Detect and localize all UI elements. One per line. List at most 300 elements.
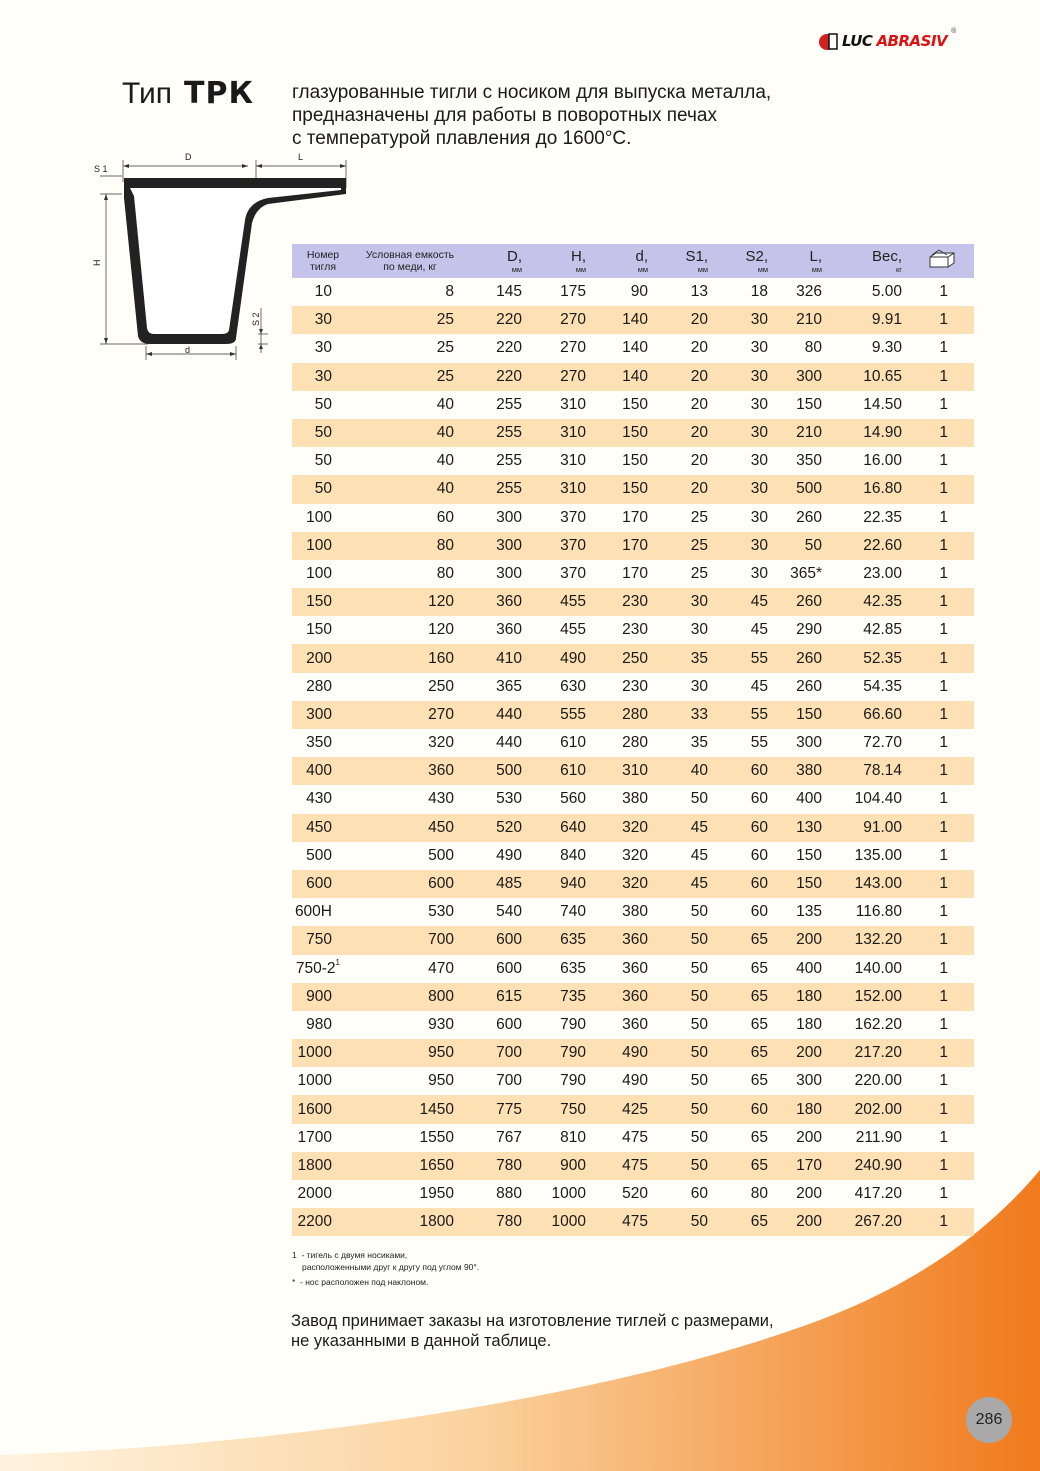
cell-number: 50: [292, 475, 354, 503]
cell-S2: 65: [750, 1072, 768, 1090]
cell-S2: 30: [718, 419, 776, 447]
diagram-label-d-bottom: d: [185, 345, 191, 355]
footnote-asterisk: * - нос расположен под наклоном.: [292, 1277, 429, 1287]
table-row: [292, 785, 974, 813]
cell-D: 440: [466, 701, 530, 729]
cell-H: 900: [530, 1152, 594, 1180]
cell-H: 1000: [530, 1208, 594, 1236]
cell-D: 360: [466, 588, 530, 616]
cell-number: 980: [306, 1015, 332, 1033]
cell-S2: 60: [750, 903, 768, 921]
table-row: [292, 1208, 974, 1236]
cell-D: 145: [496, 283, 522, 301]
cell-L: 260: [776, 588, 832, 616]
cell-S1: 35: [658, 644, 718, 672]
cell-D: 440: [496, 734, 522, 752]
cell-L: 290: [796, 621, 822, 639]
cell-L: 200: [796, 1185, 822, 1203]
cell-D: 365: [496, 677, 522, 695]
cell-D: 530: [496, 790, 522, 808]
cell-capacity: 160: [354, 644, 466, 672]
cell-weight: 162.20: [854, 1015, 902, 1033]
cell-L: 350: [796, 452, 822, 470]
cell-D: 615: [466, 983, 530, 1011]
cell-S1: 50: [690, 1128, 708, 1146]
cell-weight: 10.65: [832, 363, 910, 391]
cell-d: 475: [622, 1128, 648, 1146]
cell-package: 1: [939, 1015, 948, 1033]
cell-number: 2000: [297, 1185, 332, 1203]
cell-H: 310: [560, 452, 586, 470]
cell-weight: 132.20: [832, 926, 910, 954]
cell-S2: 65: [718, 983, 776, 1011]
cell-H: 370: [530, 532, 594, 560]
header-S1: S1, мм: [658, 244, 718, 278]
cell-D: 500: [466, 757, 530, 785]
cell-d: 140: [594, 306, 658, 334]
cell-package: 1: [939, 734, 948, 752]
cell-S2: 65: [718, 926, 776, 954]
cell-H: 630: [560, 677, 586, 695]
product-description: [292, 81, 852, 150]
table-row: [292, 475, 974, 503]
cell-number: 100: [306, 564, 332, 582]
cell-H: 455: [530, 588, 594, 616]
cell-D: 780: [466, 1208, 530, 1236]
cell-package: 1: [910, 475, 974, 503]
cell-weight: 91.00: [832, 814, 910, 842]
cell-S2: 45: [750, 677, 768, 695]
table-row: [292, 955, 974, 983]
cell-d: 170: [622, 564, 648, 582]
cell-S1: 50: [658, 983, 718, 1011]
cell-S1: 35: [690, 734, 708, 752]
cell-d: 150: [622, 395, 648, 413]
cell-S2: 65: [718, 1039, 776, 1067]
cell-H: 740: [560, 903, 586, 921]
diagram-label-s2: S 2: [251, 312, 261, 326]
cell-capacity: 60: [436, 508, 454, 526]
cell-H: 270: [560, 339, 586, 357]
cell-number: 150: [292, 588, 354, 616]
header-d: d, мм: [594, 244, 658, 278]
cell-weight: 135.00: [854, 846, 902, 864]
cell-weight: 42.85: [863, 621, 902, 639]
cell-S1: 50: [658, 1208, 718, 1236]
order-note: [291, 1311, 774, 1351]
cell-S1: 25: [658, 532, 718, 560]
cell-S1: 50: [690, 1015, 708, 1033]
logo-mark-icon: [818, 31, 838, 51]
cell-weight: 52.35: [832, 644, 910, 672]
cell-L: 300: [776, 363, 832, 391]
cell-D: 775: [466, 1095, 530, 1123]
cell-d: 140: [622, 339, 648, 357]
cell-D: 300: [496, 564, 522, 582]
cell-H: 610: [560, 734, 586, 752]
cell-L: 210: [776, 419, 832, 447]
cell-number: 1700: [297, 1128, 332, 1146]
cell-number: 900: [292, 983, 354, 1011]
cell-capacity: 950: [428, 1072, 454, 1090]
cell-H: 455: [560, 621, 586, 639]
table-row: [292, 504, 974, 532]
table-row: [292, 870, 974, 898]
page-number: 286: [966, 1397, 1012, 1443]
cell-d: 360: [594, 983, 658, 1011]
cell-H: 750: [530, 1095, 594, 1123]
cell-S2: 60: [718, 814, 776, 842]
cell-capacity: 25: [354, 306, 466, 334]
cell-L: 50: [776, 532, 832, 560]
header-weight: Вес, кг: [832, 244, 910, 278]
cell-D: 780: [466, 1152, 530, 1180]
cell-L: 210: [776, 306, 832, 334]
cell-capacity: 120: [354, 588, 466, 616]
cell-L: 260: [796, 508, 822, 526]
cell-D: 255: [496, 452, 522, 470]
cell-L: 150: [776, 701, 832, 729]
cell-S2: 65: [718, 1152, 776, 1180]
cell-capacity: 1800: [354, 1208, 466, 1236]
cell-capacity: 500: [428, 846, 454, 864]
cell-capacity: 1450: [354, 1095, 466, 1123]
cell-weight: 66.60: [832, 701, 910, 729]
cell-L: 300: [796, 1072, 822, 1090]
cell-D: 220: [496, 339, 522, 357]
cell-D: 767: [496, 1128, 522, 1146]
cell-L: 200: [796, 1128, 822, 1146]
cell-package: 1: [939, 903, 948, 921]
cell-weight: 72.70: [863, 734, 902, 752]
cell-package: 1: [910, 419, 974, 447]
diagram-label-s1: S 1: [94, 164, 108, 174]
cell-S1: 20: [690, 339, 708, 357]
cell-S1: 20: [690, 395, 708, 413]
header-H: H, мм: [530, 244, 594, 278]
cell-L: 80: [804, 339, 822, 357]
cell-L: 300: [796, 734, 822, 752]
cell-package: 1: [939, 1128, 948, 1146]
cell-number: 300: [292, 701, 354, 729]
cell-package: 1: [939, 959, 948, 977]
cell-capacity: 360: [354, 757, 466, 785]
cell-weight: 202.00: [832, 1095, 910, 1123]
cell-L: 400: [796, 790, 822, 808]
footnote-marker: 1: [335, 957, 340, 967]
cell-capacity: 1550: [419, 1128, 454, 1146]
cell-S1: 33: [658, 701, 718, 729]
cell-D: 360: [496, 621, 522, 639]
cell-package: 1: [910, 926, 974, 954]
cell-d: 230: [622, 677, 648, 695]
diagram-label-l: L: [298, 152, 304, 162]
cell-weight: 16.00: [863, 452, 902, 470]
cell-S1: 20: [690, 452, 708, 470]
cell-weight: 14.50: [863, 395, 902, 413]
cell-capacity: 40: [354, 419, 466, 447]
cell-D: 540: [496, 903, 522, 921]
table-row: [292, 729, 974, 757]
cell-S2: 65: [750, 959, 768, 977]
cell-weight: 42.35: [832, 588, 910, 616]
cell-capacity: 25: [354, 363, 466, 391]
cell-S2: 30: [718, 532, 776, 560]
cell-number: 1800: [292, 1152, 354, 1180]
cell-d: 170: [594, 532, 658, 560]
cell-S1: 50: [690, 903, 708, 921]
cell-weight: 9.91: [832, 306, 910, 334]
cell-weight: 23.00: [863, 564, 902, 582]
cell-capacity: 80: [436, 564, 454, 582]
cell-capacity: 8: [445, 283, 454, 301]
cell-d: 320: [622, 846, 648, 864]
cell-capacity: 450: [354, 814, 466, 842]
table-row: [292, 306, 974, 334]
table-row: [292, 419, 974, 447]
cell-package: 1: [939, 1072, 948, 1090]
table-header-row: [292, 244, 974, 278]
cell-H: 310: [530, 419, 594, 447]
cell-S1: 50: [658, 1095, 718, 1123]
cell-number: 500: [306, 846, 332, 864]
cell-L: 180: [796, 1015, 822, 1033]
cell-weight: 9.30: [871, 339, 902, 357]
cell-H: 310: [560, 395, 586, 413]
cell-S1: 45: [658, 814, 718, 842]
cell-S1: 30: [690, 677, 708, 695]
cell-number: 200: [292, 644, 354, 672]
table-row: [292, 673, 974, 701]
cell-S2: 60: [718, 870, 776, 898]
header-number: Номер тигля: [292, 244, 354, 278]
cell-weight: 220.00: [854, 1072, 902, 1090]
cell-package: 1: [939, 621, 948, 639]
cell-H: 810: [560, 1128, 586, 1146]
table-row: [292, 814, 974, 842]
cell-H: 940: [530, 870, 594, 898]
order-note-line: Завод принимает заказы на изготовление тиглей с размерами,: [291, 1312, 774, 1330]
cell-L: 200: [776, 926, 832, 954]
cell-H: 610: [530, 757, 594, 785]
cell-S2: 45: [750, 621, 768, 639]
cell-S2: 55: [750, 734, 768, 752]
cell-S1: 40: [658, 757, 718, 785]
cell-package: 1: [910, 814, 974, 842]
cell-package: 1: [939, 339, 948, 357]
cell-number: 100: [292, 532, 354, 560]
box-icon: [927, 249, 957, 269]
cell-d: 425: [594, 1095, 658, 1123]
cell-d: 230: [622, 621, 648, 639]
cell-package: 1: [910, 870, 974, 898]
description-line: предназначены для работы в поворотных печах: [292, 105, 717, 126]
cell-D: 700: [496, 1072, 522, 1090]
cell-H: 270: [530, 363, 594, 391]
cell-S2: 30: [718, 306, 776, 334]
cell-d: 490: [594, 1039, 658, 1067]
cell-S1: 13: [690, 283, 708, 301]
cell-S1: 30: [690, 621, 708, 639]
cell-capacity: 470: [428, 959, 454, 977]
cell-d: 150: [594, 475, 658, 503]
cell-L: 400: [796, 959, 822, 977]
cell-H: 735: [530, 983, 594, 1011]
cell-d: 320: [594, 814, 658, 842]
cell-S2: 30: [750, 395, 768, 413]
cell-weight: 143.00: [832, 870, 910, 898]
cell-number: 2200: [292, 1208, 354, 1236]
cell-number: 600: [292, 870, 354, 898]
cell-L: 180: [776, 1095, 832, 1123]
cell-H: 790: [530, 1039, 594, 1067]
cell-D: 255: [466, 475, 530, 503]
logo-text-abrasiv: ABRASIV: [876, 32, 948, 50]
cell-S1: 50: [658, 1039, 718, 1067]
cell-S2: 60: [718, 1095, 776, 1123]
cell-d: 150: [594, 419, 658, 447]
title-type-code: ТРК: [184, 76, 254, 111]
cell-weight: 240.90: [832, 1152, 910, 1180]
cell-D: 300: [496, 508, 522, 526]
cell-L: 365*: [790, 564, 822, 582]
cell-H: 635: [530, 926, 594, 954]
description-line: глазурованные тигли с носиком для выпуска металла,: [292, 82, 772, 103]
cell-package: 1: [939, 790, 948, 808]
cell-S1: 45: [658, 870, 718, 898]
cell-weight: 140.00: [854, 959, 902, 977]
table-row: [292, 334, 974, 362]
cell-weight: 22.35: [863, 508, 902, 526]
table-row: [292, 278, 974, 306]
cell-number: 50: [292, 419, 354, 447]
table-row: [292, 391, 974, 419]
cell-capacity: 250: [428, 677, 454, 695]
cell-d: 520: [622, 1185, 648, 1203]
cell-H: 370: [560, 564, 586, 582]
cell-d: 475: [594, 1208, 658, 1236]
title-type-word: Тип: [122, 77, 173, 110]
cell-capacity: 800: [354, 983, 466, 1011]
cell-S1: 20: [658, 475, 718, 503]
table-row: [292, 532, 974, 560]
description-line: с температурой плавления до 1600°С.: [292, 128, 632, 149]
cell-package: 1: [939, 452, 948, 470]
cell-number: 100: [306, 508, 332, 526]
cell-L: 260: [776, 644, 832, 672]
cell-S1: 50: [690, 1072, 708, 1090]
cell-S2: 65: [750, 1128, 768, 1146]
cell-weight: 54.35: [863, 677, 902, 695]
cell-H: 635: [560, 959, 586, 977]
cell-d: 280: [594, 701, 658, 729]
cell-D: 220: [466, 306, 530, 334]
table-row: [292, 757, 974, 785]
page-title: [122, 76, 254, 111]
header-S2: S2, мм: [718, 244, 776, 278]
footnotes: [292, 1250, 479, 1289]
cell-S1: 50: [690, 959, 708, 977]
cell-package: 1: [939, 564, 948, 582]
table-row: [292, 588, 974, 616]
cell-S2: 18: [750, 283, 768, 301]
table-row: [292, 842, 974, 870]
cell-S1: 50: [690, 790, 708, 808]
table-row: [292, 926, 974, 954]
cell-weight: 211.90: [855, 1128, 902, 1146]
cell-capacity: 40: [436, 452, 454, 470]
cell-package: 1: [939, 508, 948, 526]
table-row: [292, 560, 974, 588]
cell-d: 380: [622, 790, 648, 808]
cell-S2: 55: [718, 644, 776, 672]
cell-package: 1: [910, 644, 974, 672]
brand-logo: [818, 28, 1018, 54]
cell-D: 410: [466, 644, 530, 672]
cell-weight: 5.00: [871, 283, 902, 301]
cell-weight: 104.40: [854, 790, 902, 808]
cell-S1: 20: [658, 306, 718, 334]
cell-L: 150: [796, 395, 822, 413]
cell-package: 1: [939, 395, 948, 413]
cell-weight: 152.00: [832, 983, 910, 1011]
header-D: D, мм: [466, 244, 530, 278]
cell-package: 1: [939, 1185, 948, 1203]
cell-H: 640: [530, 814, 594, 842]
cell-L: 200: [776, 1208, 832, 1236]
table-row: [292, 363, 974, 391]
cell-H: 790: [560, 1015, 586, 1033]
cell-d: 170: [622, 508, 648, 526]
cell-number: 50: [314, 395, 332, 413]
cell-package: 1: [910, 701, 974, 729]
cell-weight: 78.14: [832, 757, 910, 785]
cell-S2: 30: [750, 564, 768, 582]
cell-d: 380: [622, 903, 648, 921]
cell-d: 490: [622, 1072, 648, 1090]
table-row: [292, 1011, 974, 1039]
cell-package: 1: [939, 677, 948, 695]
cell-capacity: 1950: [419, 1185, 454, 1203]
cell-S1: 30: [658, 588, 718, 616]
cell-number: $750-2^1$: [295, 957, 340, 977]
cell-D: 255: [466, 419, 530, 447]
cell-S2: 30: [750, 339, 768, 357]
cell-number: 1000: [297, 1072, 332, 1090]
cell-D: 520: [466, 814, 530, 842]
cell-package: 1: [910, 1095, 974, 1123]
crucible-specs-table: [292, 244, 974, 1236]
table-row: [292, 1067, 974, 1095]
cell-S1: 25: [690, 508, 708, 526]
table-row: [292, 701, 974, 729]
cell-capacity: 530: [428, 903, 454, 921]
cell-D: 255: [496, 395, 522, 413]
cell-package: 1: [910, 588, 974, 616]
cell-L: 260: [796, 677, 822, 695]
table-row: [292, 1039, 974, 1067]
cell-number: 30: [314, 339, 332, 357]
cell-package: 1: [910, 532, 974, 560]
cell-L: 130: [776, 814, 832, 842]
cell-number: 280: [306, 677, 332, 695]
table-row: [292, 447, 974, 475]
cell-D: 220: [466, 363, 530, 391]
cell-number: 1000: [292, 1039, 354, 1067]
cell-H: 270: [530, 306, 594, 334]
cell-L: 150: [796, 846, 822, 864]
cell-capacity: 320: [428, 734, 454, 752]
